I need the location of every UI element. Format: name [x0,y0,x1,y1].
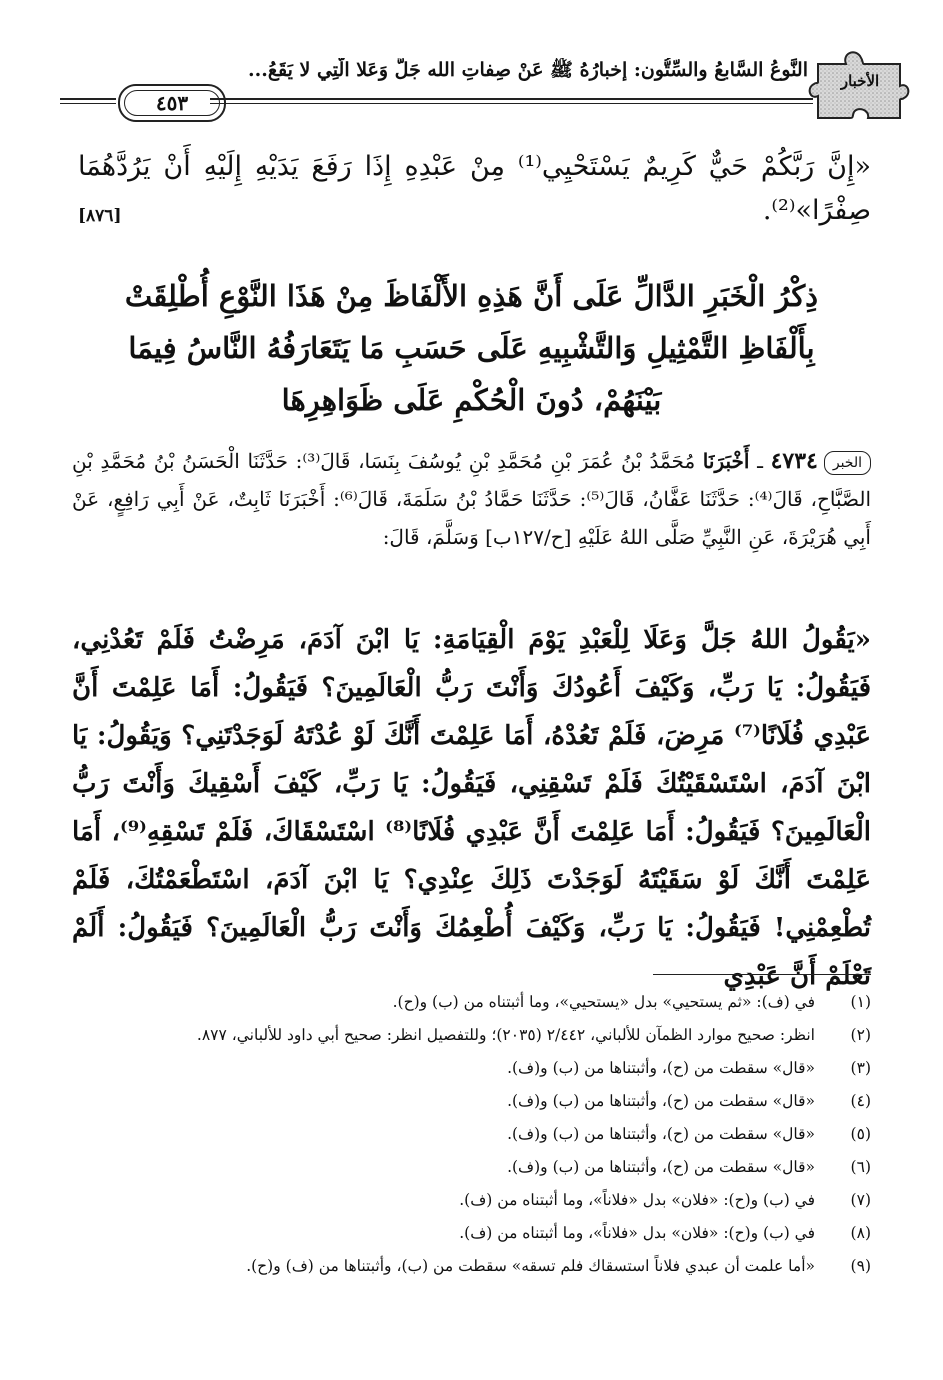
footnote [72,1052,871,1085]
hadith-number: ٤٧٣٤ [770,448,818,474]
hadith-badge: الخبر [824,451,871,475]
running-title: النَّوعُ السَّابعُ والسِّتُّون: إخبارُهُ ﷺ عَنْ صِفاتِ الله جَلَّ وَعَلا الَّتِي لا يَقَعُ... [248,59,808,81]
chapter-heading [80,270,863,426]
footnote-text: انظر: صحيح موارد الظمآن للألباني، ٢/٤٤٢ (٢٠٣٥)؛ وللتفصيل انظر: صحيح أبي داود للألباني، ٨٧٧. [196,1026,815,1044]
isnad-paragraph [72,442,871,556]
footnote [72,1217,871,1250]
footnotes [72,986,871,1283]
chapter-heading-line: ذِكْرُ الْخَبَرِ الدَّالِّ عَلَى أَنَّ هَذِهِ الأَلْفَاظَ مِنْ هَذَا النَّوْعِ أُطْلِقَتْ [124,279,819,313]
footnote [72,1250,871,1283]
footnote-number: (١) [850,993,871,1011]
isnad-text: مُحَمَّدُ بْنُ عُمَرَ بْنِ مُحَمَّدِ بْنِ يُوسُفَ بِنَسَا، قَالَ⁽³⁾: حَدَّثَنَا الْحَسَنُ بْنُ مُحَمَّدِ بْنِ الصَّبَّاحِ، قَالَ⁽⁴⁾: حَدَّثَنَا عَفَّانُ، قَالَ⁽⁵⁾: حَدَّثَنَا حَمَّادُ بْنُ سَلَمَةَ، قَالَ⁽⁶⁾: أَخْبَرَنَا ثَابِتٌ، عَنْ أَبِي رَافِعٍ، عَنْ أَبِي هُرَيْرَةَ، عَنِ النَّبِيِّ صَلَّى اللهُ عَلَيْهِ [ح/١٢٧ب] وَسَلَّمَ، قَالَ: [72,449,871,549]
akhbarana-word: أَخْبَرَنَا [702,449,750,473]
footnote-number: (٢) [850,1026,871,1044]
footnote-number: (٦) [850,1158,871,1176]
hadith-matn: «يَقُولُ اللهُ جَلَّ وَعَلَا لِلْعَبْدِ يَوْمَ الْقِيَامَةِ: يَا ابْنَ آدَمَ، مَرِضْتُ فَلَمْ تَعُدْنِي، فَيَقُولُ: يَا رَبِّ، وَكَيْفَ أَعُودُكَ وَأَنْتَ رَبُّ الْعَالَمِينَ؟ فَيَقُولُ: أَمَا عَلِمْتَ أَنَّ عَبْدِي فُلَانًا⁽⁷⁾ مَرِضَ، فَلَمْ تَعُدْهُ، أَمَا عَلِمْتَ أَنَّكَ لَوْ عُدْتَهُ لَوَجَدْتَنِي؟ وَيَقُولُ: يَا ابْنَ آدَمَ، اسْتَسْقَيْتُكَ فَلَمْ تَسْقِنِي، فَيَقُولُ: يَا رَبِّ، كَيْفَ أَسْقِيكَ وَأَنْتَ رَبُّ الْعَالَمِينَ؟ فَيَقُولُ: أَمَا عَلِمْتَ أَنَّ عَبْدِي فُلَانًا⁽⁸⁾ اسْتَسْقَاكَ، فَلَمْ تَسْقِهِ⁽⁹⁾، أَمَا عَلِمْتَ أَنَّكَ لَوْ سَقَيْتَهُ لَوَجَدْتَ ذَلِكَ عِنْدِي؟ يَا ابْنَ آدَمَ، اسْتَطْعَمْتُكَ، فَلَمْ تُطْعِمْنِي! فَيَقُولُ: يَا رَبِّ، وَكَيْفَ أُطْعِمُكَ وَأَنْتَ رَبُّ الْعَالَمِينَ؟ فَيَقُولُ: أَلَمْ تَعْلَمْ أَنَّ عَبْدِي [72,625,871,991]
footnote-number: (٣) [850,1059,871,1077]
footnote-text: «قال» سقطت من (ح)، وأثبتناها من (ب) و(ف). [507,1092,815,1110]
footnote [72,986,871,1019]
footnote [72,1118,871,1151]
header-left-rule [60,98,116,104]
quoted-hadith-ending: «إِنَّ رَبَّكُمْ حَيٌّ كَرِيمٌ يَسْتَحْيِي⁽¹⁾ مِنْ عَبْدِهِ إِذَا رَفَعَ يَدَيْهِ إِلَيْهِ أَنْ يَرُدَّهُمَا صِفْرًا»⁽²⁾. [78,151,871,226]
footnote-text: «قال» سقطت من (ح)، وأثبتناها من (ب) و(ف). [507,1158,815,1176]
footnote-divider [653,974,871,975]
footnote-text: في (ب) و(ح): «فلان» بدل «فلاناً»، وما أثبتناه من (ف). [459,1224,815,1242]
footnote [72,1085,871,1118]
separator: ـ [749,449,771,473]
footnote-number: (٤) [850,1092,871,1110]
footnote-text: «قال» سقطت من (ح)، وأثبتناها من (ب) و(ف). [507,1125,815,1143]
header-rule [210,98,813,104]
page-number: ٤٥٣ [155,91,189,115]
footnote-number: (٩) [850,1257,871,1275]
footnote-number: (٧) [850,1191,871,1209]
footnote-number: (٥) [850,1125,871,1143]
page-header [60,44,913,130]
footnote-text: في (ف): «ثم يستحيي» بدل «يستحيي»، وما أثبتناه من (ب) و(ح). [392,993,815,1011]
section-badge [808,44,913,122]
chapter-heading-line: بِأَلْفَاظِ التَّمْثِيلِ وَالتَّشْبِيهِ عَلَى حَسَبِ مَا يَتَعَارَفُهُ النَّاسُ فِيمَا [128,331,815,365]
footnote-text: «أما علمت أن عبدي فلاناً استسقاك فلم تسقه» سقطت من (ب)، وأثبتناها من (ف) و(ح). [246,1257,815,1275]
footnote-text: «قال» سقطت من (ح)، وأثبتناها من (ب) و(ف). [507,1059,815,1077]
hadith-reference-number: [٨٧٦] [78,206,122,226]
chapter-heading-line: بَيْنَهُمْ، دُونَ الْحُكْمِ عَلَى ظَوَاهِرِهَا [281,383,662,417]
footnote-text: في (ب) و(ح): «فلان» بدل «فلاناً»، وما أثبتناه من (ف). [459,1191,815,1209]
footnote [72,1151,871,1184]
footnote-number: (٨) [850,1224,871,1242]
footnote [72,1019,871,1052]
badge-label: الأخبار [840,72,880,90]
footnote [72,1184,871,1217]
